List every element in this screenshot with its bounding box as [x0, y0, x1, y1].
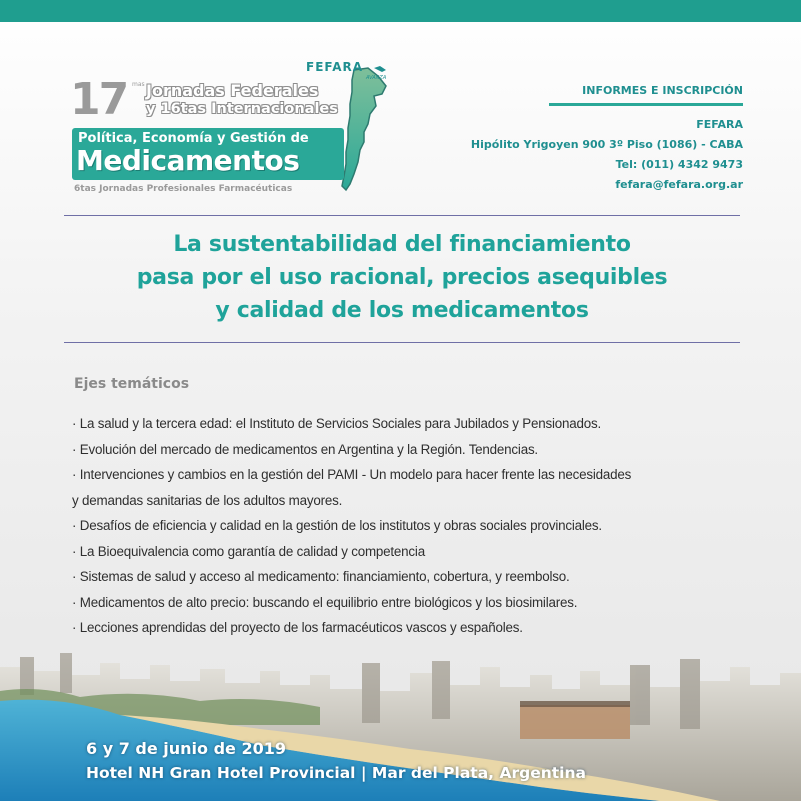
fefara-tagline: AVANZA [366, 75, 387, 81]
event-date: 6 y 7 de junio de 2019 [86, 739, 286, 758]
ejes-title: Ejes temáticos [74, 376, 190, 392]
event-details [86, 737, 586, 785]
edition-number: 17 [70, 74, 128, 125]
info-email[interactable]: fefara@fefara.org.ar [615, 178, 743, 191]
headline-line: pasa por el uso racional, precios asequibles [136, 265, 668, 290]
list-item: · Lecciones aprendidas del proyecto de los farmacéuticos vascos y españoles. [72, 620, 523, 635]
edition-suffix: mas [132, 81, 145, 88]
info-phone: Tel: (011) 4342 9473 [615, 158, 743, 171]
list-item: · Desafíos de eficiencia y calidad en la gestión de los institutos y obras sociales provinciales. [72, 518, 602, 533]
logo-subtitle: Política, Economía y Gestión de [78, 131, 309, 146]
headline-line: y calidad de los medicamentos [215, 298, 589, 323]
divider-bottom [64, 342, 740, 343]
logo-main-word: Medicamentos [76, 144, 300, 177]
divider-top [64, 215, 740, 216]
list-item: · La Bioequivalencia como garantía de calidad y competencia [72, 543, 425, 559]
logo-footer: 6tas Jornadas Profesionales Farmacéuticas [74, 184, 293, 194]
info-address: Hipólito Yrigoyen 900 3º Piso (1086) - CABA [470, 138, 743, 151]
list-item: · Intervenciones y cambios en la gestión del PAMI - Un modelo para hacer frente las necesidades [72, 467, 632, 482]
logo-title-line2: y 16tas Internacionales [146, 101, 338, 117]
list-item: · Evolución del mercado de medicamentos en Argentina y la Región. Tendencias. [72, 441, 538, 457]
fefara-brand: FEFARA [306, 60, 364, 74]
list-item: · La salud y la tercera edad: el Instituto de Servicios Sociales para Jubilados y Pensionados. [72, 416, 602, 431]
event-place: Hotel NH Gran Hotel Provincial | Mar del Plata, Argentina [86, 764, 586, 782]
list-item: · Medicamentos de alto precio: buscando el equilibrio entre biológicos y los biosimilares. [72, 594, 578, 610]
logo-title-line1: Jornadas Federales [146, 81, 319, 100]
list-item: y demandas sanitarias de los adultos mayores. [72, 492, 343, 508]
info-title: INFORMES E INSCRIPCIÓN [582, 84, 743, 97]
info-org: FEFARA [696, 118, 743, 131]
contact-info [423, 84, 743, 195]
headline [64, 228, 740, 327]
info-underline [549, 103, 743, 106]
ejes-list [72, 411, 762, 641]
top-teal-bar [0, 0, 801, 22]
event-logo [66, 56, 396, 201]
list-item: · Sistemas de salud y acceso al medicamento: financiamiento, cobertura, y reembolso. [72, 569, 570, 584]
headline-line: La sustentabilidad del financiamiento [173, 232, 631, 257]
